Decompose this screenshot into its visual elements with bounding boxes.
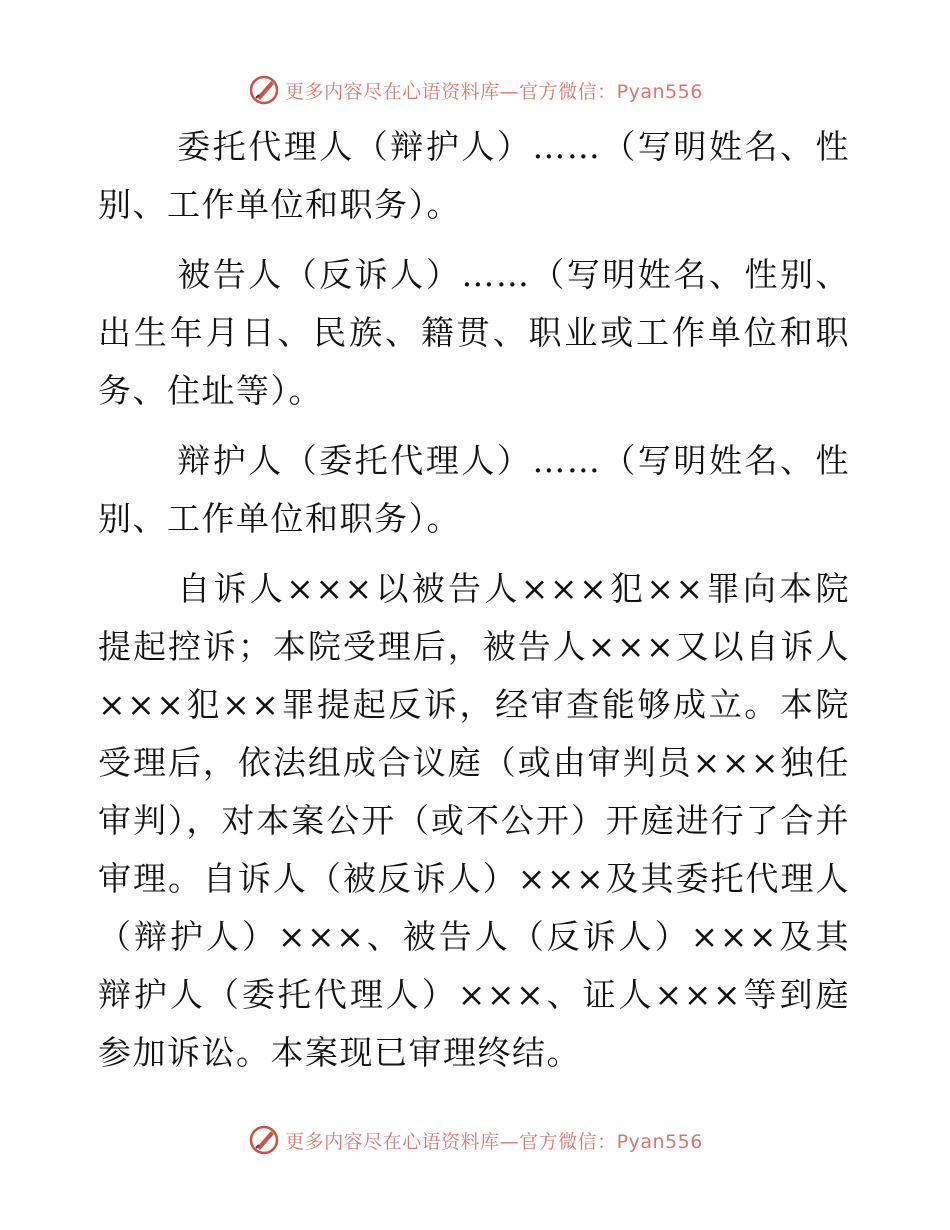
header-banner-text: 更多内容尽在心语资料库—官方微信：Pyan556 — [285, 80, 703, 103]
document-body — [98, 118, 850, 1082]
paragraph-defendant-counterclaimant: 被告人（反诉人）……（写明姓名、性别、出生年月日、民族、籍贯、职业或工作单位和职务、住址等）。 — [98, 255, 850, 410]
footer-watermark-banner — [0, 1120, 950, 1160]
footer-banner-text: 更多内容尽在心语资料库—官方微信：Pyan556 — [285, 1130, 703, 1153]
paragraph-case-proceedings: 自诉人×××以被告人×××犯××罪向本院提起控诉；本院受理后，被告人×××又以自诉人×××犯××罪提起反诉，经审查能够成立。本院受理后，依法组成合议庭（或由审判员×××独任审判），对本案公开（或不公开）开庭进行了合并审理。自诉人（被反诉人）×××及其委托代理人（辩护人）×××、被告人（反诉人）×××及其辩护人（委托代理人）×××、证人×××等到庭参加诉讼。本案现已审理终结。 — [98, 569, 850, 1072]
paragraph-defender-agent: 辩护人（委托代理人）……（写明姓名、性别、工作单位和职务）。 — [98, 441, 850, 538]
paragraph-agent-defender: 委托代理人（辩护人）……（写明姓名、性别、工作单位和职务）。 — [98, 127, 850, 224]
header-watermark-banner — [0, 70, 950, 110]
quill-pen-logo-icon — [247, 73, 281, 107]
quill-pen-logo-icon — [247, 1123, 281, 1157]
